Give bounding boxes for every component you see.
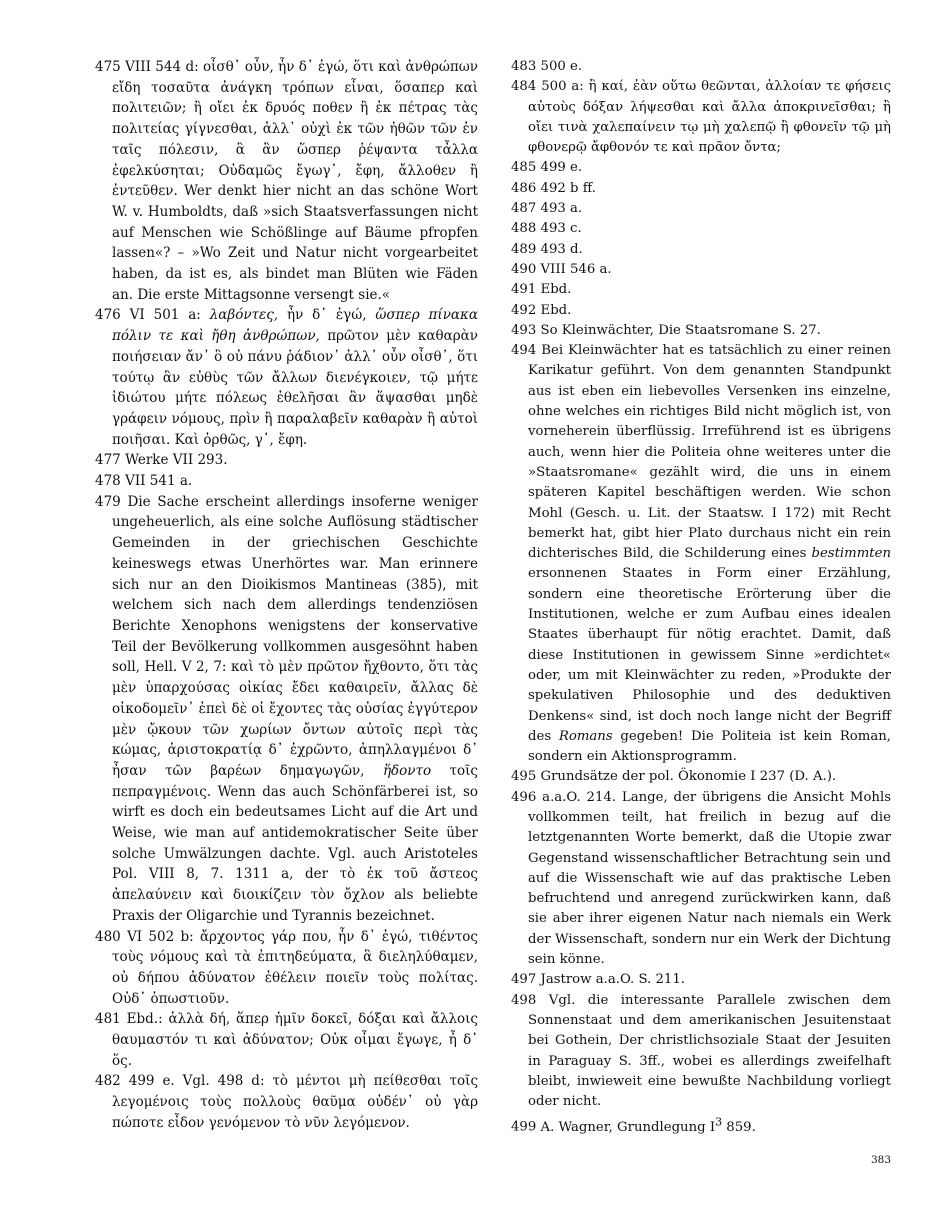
footnote-494 <box>511 341 891 767</box>
footnote-number: 495 <box>511 769 537 785</box>
footnote-text <box>541 282 572 297</box>
footnote-text <box>112 494 478 924</box>
footnote-text <box>528 79 891 155</box>
footnote-text-segment: Grundsätze der pol. Ökonomie I 237 (D. A.). <box>540 769 837 785</box>
footnote-493 <box>511 321 891 341</box>
footnote-text-segment: 500 e. <box>540 59 583 74</box>
footnote-480 <box>95 927 478 1010</box>
footnote-number: 497 <box>511 972 537 988</box>
footnote-text-segment: 3 <box>715 1115 723 1129</box>
footnote-text-segment: Bei Kleinwächter hat es tatsächlich zu einer reinen Karikatur geführt. Von dem genannten Standpunkt aus ist eben ein liebevolles Versenken ins einzelne, ohne welches ein richtiges Bild nicht möglich ist, von vorneherein überflüssig. Irreführend ist es übrigens auch, wenn hier die Politeia ohne weiteres unter die »Staatsromane« gezählt wird, die uns in einem späteren Kapitel beschäftigen werden. Wie schon Mohl (Gesch. u. Lit. der Staatsw. I 172) mit Recht bemerkt hat, gibt hier Plato durchaus nicht ein rein dichterisches Bild, die Schilderung eines <box>528 343 891 562</box>
footnote-text-segment: A. Wagner, Grundlegung I <box>540 1119 716 1135</box>
footnote-text <box>528 790 891 967</box>
footnote-text <box>541 323 821 338</box>
footnote-text <box>528 993 891 1109</box>
footnote-479 <box>95 492 478 927</box>
footnote-number: 488 <box>511 221 537 237</box>
footnote-text-segment: 499 e. Vgl. 498 d: τὸ μέντοι μὴ πείθεσθαι τοῖς λεγομένοις τοὺς πολλοὺς θαῦμα οὐδέν᾽ οὐ γὰρ πώποτε εἶδον γενόμενον τὸ νῦν λεγόμενον. <box>112 1073 479 1131</box>
footnotes-right-column <box>511 57 891 1138</box>
footnote-499 <box>511 1112 891 1138</box>
footnotes-left-column <box>95 57 478 1134</box>
footnote-text-segment: Jastrow a.a.O. S. 211. <box>540 972 685 988</box>
footnote-number: 492 <box>511 302 537 318</box>
footnote-text-segment: Romans <box>558 728 613 744</box>
footnote-text-segment: Werke VII 293. <box>125 452 228 469</box>
footnote-text <box>541 303 572 318</box>
footnote-text-segment: VI 502 b: ἄρχοντος γάρ που, ἦν δ᾽ ἐγώ, τιθέντος τοὺς νόμους καὶ τὰ ἐπιτηδεύματα, ἃ διεληλύθαμεν, οὐ δήπου ἀδύνατον ἐθέλειν ποιεῖν τοὺς πολίτας. Οὐδ᾽ ὁπωστιοῦν. <box>112 928 478 1007</box>
footnote-text-segment: VII 541 a. <box>125 473 193 490</box>
footnote-text <box>541 972 685 987</box>
footnote-483 <box>511 57 891 77</box>
footnote-484 <box>511 77 891 158</box>
footnote-text-segment: τοῖς πεπραγμένοις. Wenn das auch Schönfärberei ist, so wirft es doch ein bedeutsames Licht auf die Art und Weise, wie man auf antidemokratischer Seite über solche Umwälzungen dachte. Vgl. auch Aristoteles Pol. VIII 8, 7. 1311 a, der τὸ ἐκ τοῦ ἄστεος ἀπελαύνειν καὶ διοικίζειν τὸν ὄχλον als beliebte Praxis der Oligarchie und Tyrannis bezeichnet. <box>112 762 478 924</box>
footnote-number: 494 <box>511 343 537 359</box>
footnote-486 <box>511 179 891 199</box>
footnote-text-segment: Die Sache erscheint allerdings insoferne weniger ungeheuerlich, als eine solche Auflösung städtischer Gemeinden in der griechischen Geschichte keineswegs etwas Unerhörtes war. Man erinnere sich nur an den Dioikismos Mantineas (385), mit welchem sich nach dem allerdings tendenziösen Berichte Xenophons wenigstens der konservative Teil der Bevölkerung vollkommen ausgesöhnt haben soll, Hell. V 2, 7: καὶ τὸ μὲν πρῶτον ἤχθοντο, ὅτι τὰς μὲν ὑπαρχούσας οἰκίας ἔδει καθαιρεῖν, ἄλλας δὲ οἰκοδομεῖν᾽ ἐπεὶ δὲ οἱ ἔχοντες τὰς οὐσίας ἐγγύτερον μὲν ᾤκουν τῶν χωρίων ὄντων αὐτοῖς περὶ τὰς κώμας, ἀριστοκρατίᾳ δ᾽ ἐχρῶντο, ἀπηλλαγμένοι δ᾽ ἦσαν τῶν βαρέων δημαγωγῶν, <box>112 493 478 779</box>
footnote-number: 483 <box>511 59 537 74</box>
footnote-number: 486 <box>511 180 537 196</box>
footnote-text <box>541 59 583 74</box>
footnote-text-segment: 493 d. <box>540 241 583 257</box>
footnote-text <box>541 242 583 257</box>
footnote-text-segment: ἦν δ᾽ ἐγώ, <box>278 307 376 324</box>
footnote-number: 491 <box>511 282 537 298</box>
footnote-number: 481 <box>95 1011 121 1028</box>
footnote-text-segment: 499 e. <box>540 160 583 176</box>
footnote-number: 475 <box>95 59 121 75</box>
footnote-text <box>541 769 837 784</box>
footnote-text-segment: 859. <box>722 1119 756 1135</box>
footnote-490 <box>511 260 891 280</box>
footnote-481 <box>95 1009 478 1071</box>
footnote-text <box>541 181 596 196</box>
footnote-text-segment: bestimmten <box>811 546 891 562</box>
footnote-text-segment: Ebd.: ἀλλὰ δή, ἅπερ ἡμῖν δοκεῖ, δόξαι καὶ ἄλλοις θαυμαστόν τι καὶ ἀδύνατον; Οὐκ οἶμαι ἔγωγε, ἦ δ᾽ ὅς. <box>112 1011 478 1069</box>
footnote-488 <box>511 219 891 239</box>
footnote-number: 496 <box>511 789 537 805</box>
footnote-text-segment: So Kleinwächter, Die Staatsromane S. 27. <box>540 322 821 338</box>
page-number: 383 <box>870 1154 891 1166</box>
footnote-text-segment: πρῶτον μὲν καθαρὰν ποιήσειαν ἄν᾽ ὃ οὐ πάνυ ῥάδιον᾽ ἀλλ᾽ οὖν οἶσθ᾽, ὅτι τούτῳ ἂν εὐθὺς τῶν ἄλλων διενέγκοιεν, τῷ μήτε ἰδιώτου μήτε πόλεως ἐθελῆσαι ἂν ἅψασθαι μηδὲ γράφειν νόμους, πρὶν ἢ παραλαβεῖν καθαρὰν ἢ αὐτοὶ ποιῆσαι. Καὶ ὀρθῶς, γ᾽, ἔφη. <box>112 328 478 448</box>
footnote-497 <box>511 970 891 990</box>
footnote-number: 493 <box>511 322 537 338</box>
footnote-number: 499 <box>511 1119 537 1135</box>
footnote-495 <box>511 767 891 787</box>
footnote-477 <box>95 450 478 471</box>
footnote-number: 484 <box>511 79 537 95</box>
footnote-text-segment: λαβόντες, <box>209 307 279 324</box>
footnote-text <box>112 1073 478 1130</box>
footnote-number: 487 <box>511 201 537 217</box>
footnote-text-segment: 493 a. <box>540 201 583 217</box>
footnote-text <box>125 452 227 468</box>
footnote-text <box>112 307 478 447</box>
footnote-text-segment: Vgl. die interessante Parallele zwischen dem Sonnenstaat und dem amerikanischen Jesuitenstaat bei Gothein, Der christlichsoziale Staat der Jesuiten in Paraguay S. 3ff., wobei es allerdings zweifelhaft bleibt, inwieweit eine bewußte Nachbildung vorliegt oder nicht. <box>528 992 891 1110</box>
footnote-496 <box>511 788 891 971</box>
footnote-482 <box>95 1071 478 1133</box>
footnote-text <box>112 59 478 303</box>
footnote-text-segment: ἥδοντο <box>382 762 432 779</box>
footnote-number: 478 <box>95 473 121 490</box>
footnote-text-segment: 493 c. <box>540 221 582 237</box>
footnote-text <box>540 1115 756 1135</box>
footnote-476 <box>95 305 478 450</box>
footnote-487 <box>511 199 891 219</box>
footnote-text-segment: Ebd. <box>540 282 572 298</box>
footnote-text-segment: a.a.O. 214. Lange, der übrigens die Ansicht Mohls vollkommen teilt, hat freilich in bezug auf die letztgenannten Worte bemerkt, daß die Utopie zwar Gegenstand wissenschaftlicher Betrachtung sein und auf die Wissenschaft wie auf das praktische Leben befruchtend und anregend zurückwirken kann, daß sie aber ihrer eigenen Natur nach niemals ein Werk der Wissenschaft, sondern nur ein Werk der Dichtung sein könne. <box>528 789 891 968</box>
footnote-485 <box>511 158 891 178</box>
footnote-text <box>125 473 192 489</box>
footnote-text-segment: gegeben! Die Politeia ist kein Roman, sondern ein Aktionsprogramm. <box>528 728 891 765</box>
footnote-number: 498 <box>511 992 537 1008</box>
footnote-text-segment: VIII 544 d: οἶσθ᾽ οὖν, ἦν δ᾽ ἐγώ, ὅτι καὶ ἀνθρώπων εἴδη τοσαῦτα ἀνάγκη τρόπων εἶναι, ὅσαπερ καὶ πολιτειῶν; ἢ οἴει ἐκ δρυός ποθεν ἢ ἐκ πέτρας τὰς πολιτείας γίγνεσθαι, ἀλλ᾽ οὐχὶ ἐκ τῶν ἠθῶν τῶν ἐν ταῖς πόλεσιν, ἃ ἂν ὥσπερ ῥέψαντα τἆλλα ἐφελκύσηται; Οὐδαμῶς ἔγωγ᾽, ἔφη, ἄλλοθεν ἢ ἐντεῦθεν. Wer denkt hier nicht an das schöne Wort W. v. Humboldts, daß »sich Staatsverfassungen nicht auf Menschen wie Schößlinge auf Bäume pfropfen lassen«? – »Wo Zeit und Natur nicht vorgearbeitet haben, da ist es, als bindet man Blüten wie Fäden an. Die erste Mittagsonne versengt sie.« <box>112 59 478 303</box>
footnote-number: 480 <box>95 928 121 945</box>
footnote-489 <box>511 240 891 260</box>
footnote-text-segment: VI 501 a: <box>129 307 210 324</box>
footnote-text <box>541 201 583 216</box>
footnote-text-segment: ersonnenen Staates in Form einer Erzählung, sondern eine theoretische Erörterung über die Institutionen, welche er zum Aufbau eines idealen Staates überhaupt für nötig erachtet. Damit, daß diese Institutionen in gewissem Sinne »erdichtet« oder, um mit Kleinwächter zu reden, »Produkte der spekulativen Philosophie und des deduktiven Denkens« sind, ist doch noch lange nicht der Begriff des <box>528 566 891 744</box>
footnote-text <box>112 1011 478 1068</box>
footnote-491 <box>511 280 891 300</box>
footnote-number: 476 <box>95 307 121 324</box>
footnote-text-segment: ὥσπερ πίνακα πόλιν τε καὶ ἤθη ἀνθρώπων, <box>112 307 478 345</box>
footnote-text <box>541 262 612 277</box>
footnote-478 <box>95 471 478 492</box>
footnote-text <box>541 160 583 175</box>
footnote-475 <box>95 57 478 305</box>
footnote-number: 482 <box>95 1073 121 1090</box>
footnote-498 <box>511 991 891 1113</box>
footnote-number: 477 <box>95 452 121 469</box>
footnote-number: 490 <box>511 261 537 277</box>
footnote-text-segment: 500 a: ἢ καί, ἐὰν οὕτω θεῶνται, ἀλλοίαν τε φήσεις αὐτοὺς δόξαν λήψεσθαι καὶ ἄλλα ἀποκρινεῖσθαι; ἢ οἴει τινὰ χαλεπαίνειν τῳ μὴ χαλεπῷ ἢ φθονεῖν τῷ μὴ φθονερῷ ἄφθονόν τε καὶ πρᾶον ὄντα; <box>528 79 892 156</box>
footnote-number: 485 <box>511 160 537 176</box>
footnote-text-segment: 492 b ff. <box>540 180 596 196</box>
footnote-number: 489 <box>511 241 537 257</box>
footnote-492 <box>511 301 891 321</box>
footnote-text-segment: Ebd. <box>540 302 572 318</box>
footnote-number: 479 <box>95 493 121 510</box>
footnote-text-segment: VIII 546 a. <box>540 261 612 277</box>
footnote-text <box>528 343 891 764</box>
footnote-text <box>541 221 582 236</box>
footnote-text <box>112 929 478 1007</box>
